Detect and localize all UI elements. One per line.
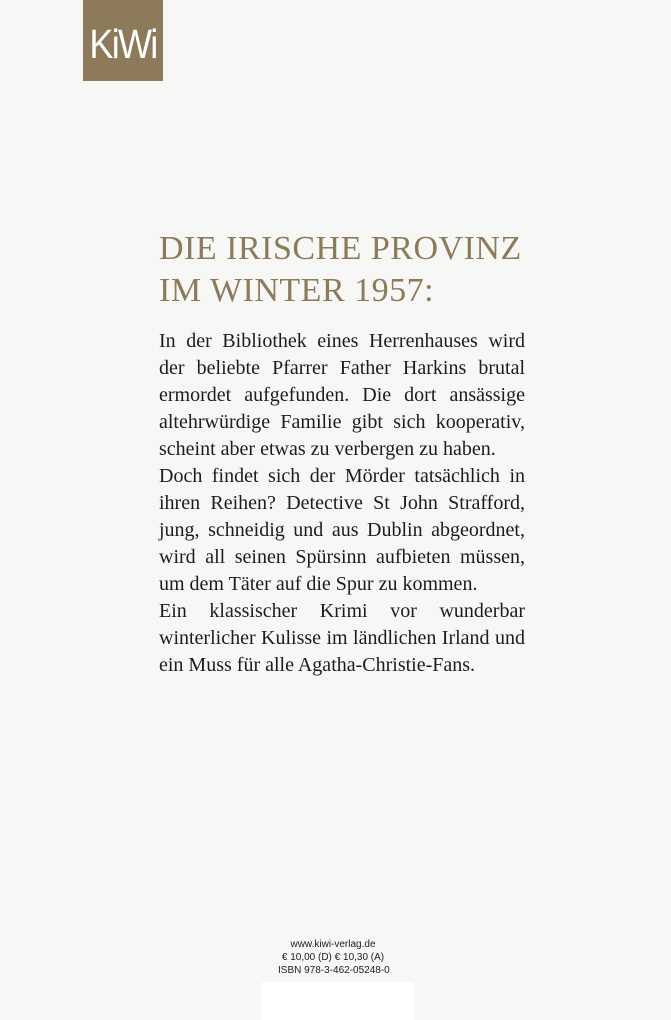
barcode-area <box>262 982 414 1020</box>
headline <box>159 228 599 312</box>
headline-line-2: IM WINTER 1957: <box>159 272 435 309</box>
blurb <box>159 328 525 679</box>
logo-text: KiWi <box>89 21 157 67</box>
blurb-paragraph-3: Ein klassischer Krimi vor wunderbar winterlicher Kulisse im ländlichen Irland und ein Muss für alle Agatha-Christie-Fans. <box>159 600 525 676</box>
isbn: ISBN 978-3-462-05248-0 <box>278 965 390 976</box>
blurb-paragraph-2: Doch findet sich der Mörder tatsächlich in ihren Reihen? Detective St John Strafford, jung, schneidig und aus Dublin abgeordnet, wird all seinen Spürsinn aufbieten müssen, um dem Täter auf die Spur zu kommen. <box>159 465 525 595</box>
blurb-paragraph-1: In der Bibliothek eines Herrenhauses wird der beliebte Pfarrer Father Harkins brutal ermordet aufgefunden. Die dort ansässige altehrwürdige Familie gibt sich kooperativ, scheint aber etwas zu verbergen zu haben. <box>159 330 525 460</box>
publisher-logo <box>83 0 163 81</box>
imprint <box>278 938 388 977</box>
price-info: € 10,00 (D) € 10,30 (A) <box>281 952 385 963</box>
publisher-website: www.kiwi-verlag.de <box>290 939 376 950</box>
headline-line-1: DIE IRISCHE PROVINZ <box>159 230 522 267</box>
